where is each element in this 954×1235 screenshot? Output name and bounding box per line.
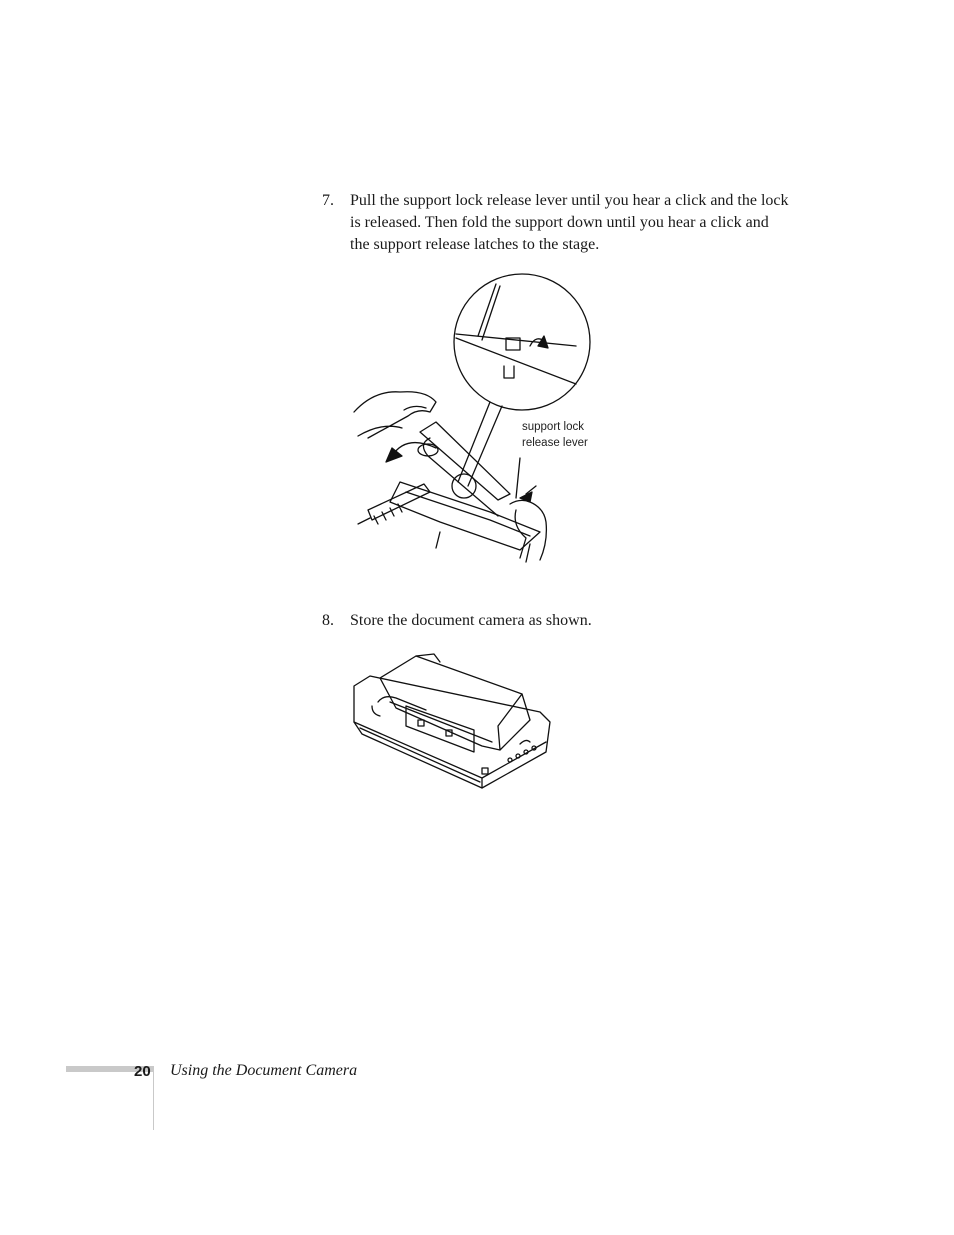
step-number: 8. (322, 612, 334, 629)
footer-rule (153, 1066, 154, 1130)
stored-camera-illustration (350, 650, 556, 792)
callout-line-2: release lever (522, 437, 588, 449)
page-number: 20 (134, 1063, 151, 1080)
callout-label (522, 419, 588, 451)
magnifier-circle (454, 274, 590, 410)
fold-arrow-icon (386, 448, 402, 462)
step-text: Store the document camera as shown. (350, 612, 592, 629)
chapter-title: Using the Document Camera (170, 1062, 358, 1079)
step-text: Pull the support lock release lever until you hear a click and the lock is released. Then fold the support down until you hear a click and the support release latches to the stage. (350, 192, 789, 253)
step-number: 7. (322, 192, 334, 209)
callout-line-1: support lock (522, 421, 585, 433)
